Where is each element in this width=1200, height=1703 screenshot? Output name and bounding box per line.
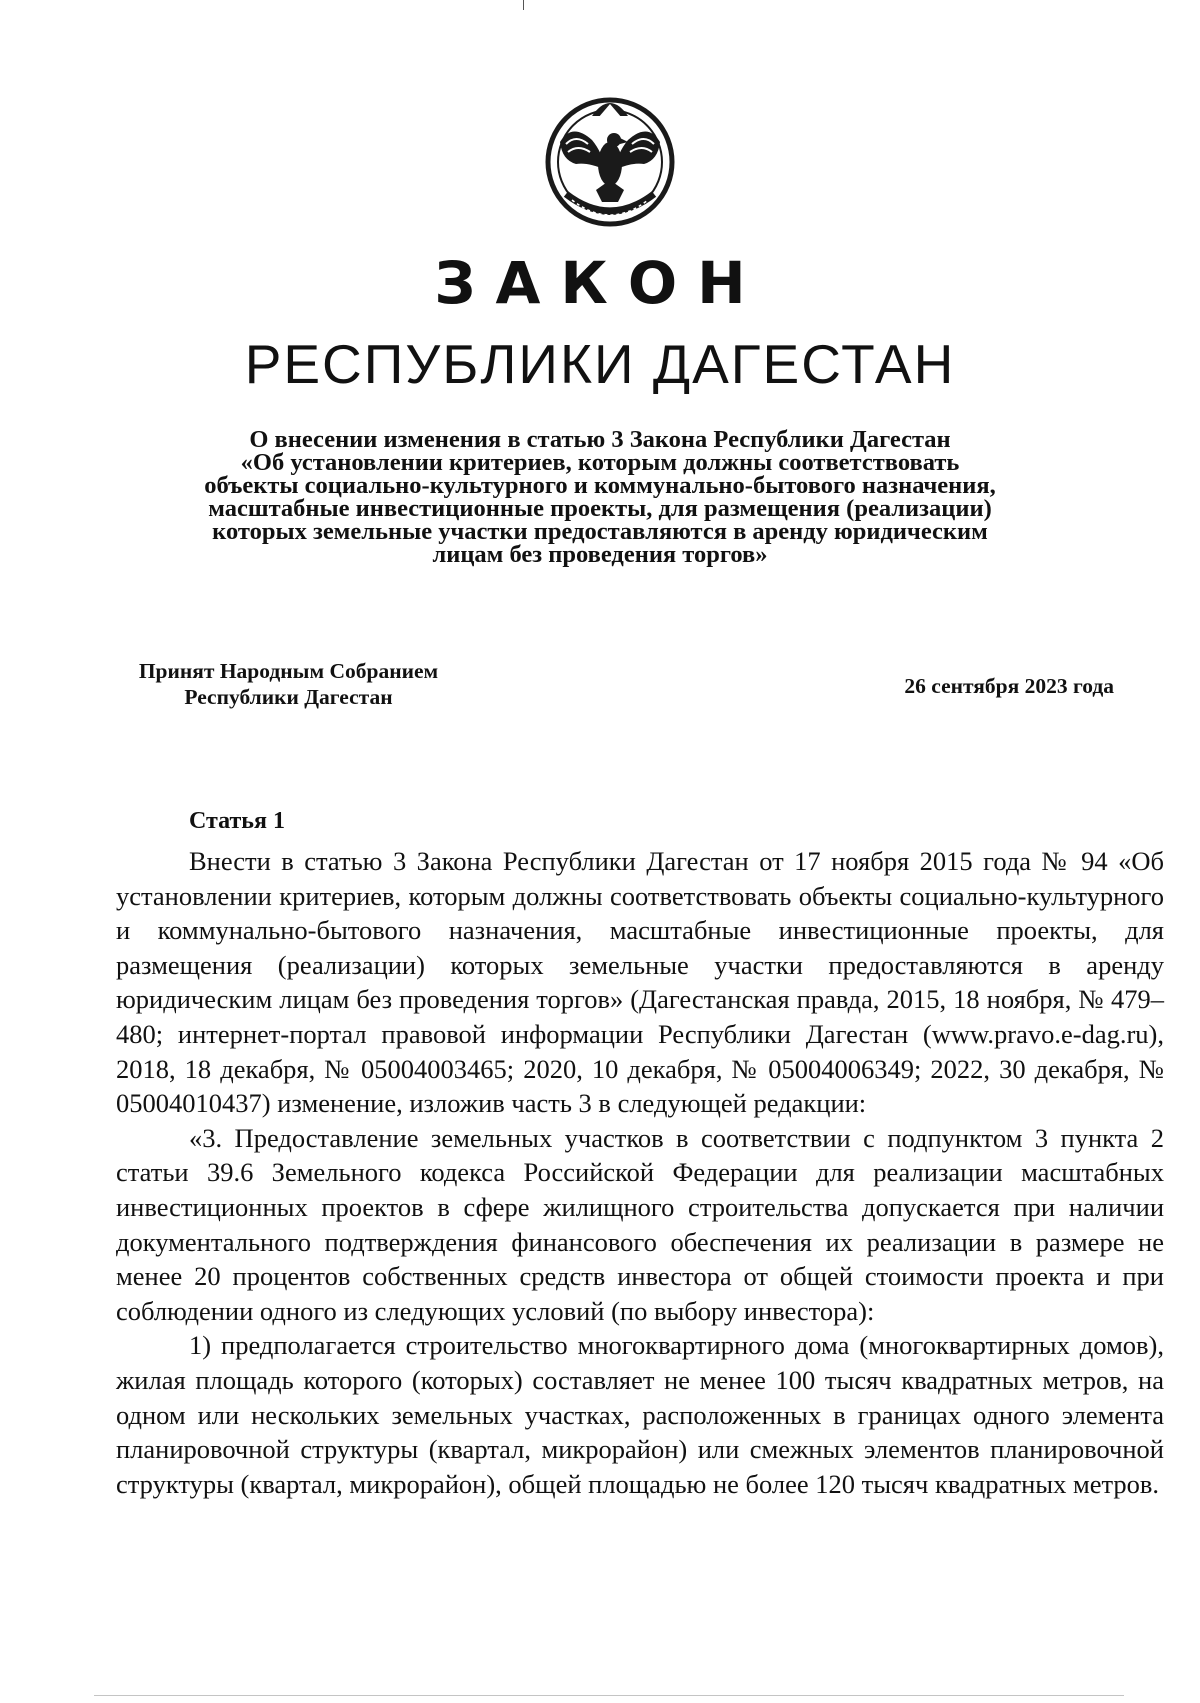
heading-line: масштабные инвестиционные проекты, для размещения (реализации) — [208, 495, 992, 522]
heading-line: объекты социально-культурного и коммунально-бытового назначения, — [204, 472, 996, 499]
adopted-by — [116, 658, 461, 710]
adoption-date: 26 сентября 2023 года — [904, 674, 1114, 698]
article-paragraph: «3. Предоставление земельных участков в соответствии с подпунктом 3 пункта 2 статьи 39.6 Земельного кодекса Российской Федерации для реализации масштабных инвестиционных проектов в сфере жилищного строительства допускается при наличии документального подтверждения финансового обеспечения их реализации в размере не менее 20 процентов собственных средств инвестора от общей стоимости проекта и при соблюдении одного из следующих условий (по выбору инвестора): — [116, 1122, 1164, 1326]
article-title: Статья 1 — [189, 808, 285, 834]
law-title: ЗАКОН — [434, 249, 766, 317]
dagestan-coat-of-arms-icon — [532, 82, 688, 238]
adopted-line: Принят Народным Собранием — [138, 659, 439, 683]
scan-mark — [94, 1695, 1124, 1696]
adopted-line: Республики Дагестан — [184, 685, 393, 709]
scan-mark — [523, 0, 524, 10]
law-subtitle: РЕСПУБЛИКИ ДАГЕСТАН — [244, 333, 956, 395]
article-paragraph: Внести в статью 3 Закона Республики Дагестан от 17 ноября 2015 года № 94 «Об установлении критериев, которым должны соответствовать объекты социально-культурного и коммунально-бытового назначения, масштабные инвестиционные проекты, для размещения (реализации) которых земельные участки предоставляются в аренду юридическим лицам без проведения торгов» (Дагестанская правда, 2015, 18 ноября, № 479–480; интернет-портал правовой информации Республики Дагестан (www.pravo.e-dag.ru), 2018, 18 декабря, № 05004003465; 2020, 10 декабря, № 05004006349; 2022, 30 декабря, № 05004010437) изменение, изложив часть 3 в следующей редакции: — [116, 846, 1164, 1119]
article-body — [116, 844, 1164, 1501]
heading-line: «Об установлении критериев, которым должны соответствовать — [240, 449, 960, 476]
heading-line: лицам без проведения торгов» — [432, 541, 768, 568]
article-paragraph: 1) предполагается строительство многоквартирного дома (многоквартирных домов), жилая площадь которого (которых) составляет не менее 100 тысяч квадратных метров, на одном или нескольких земельных участках, расположенных в границах одного элемента планировочной структуры (квартал, микрорайон) или смежных элементов планировочной структуры (квартал, микрорайон), общей площадью не более 120 тысяч квадратных метров. — [116, 1330, 1164, 1499]
heading-line: О внесении изменения в статью 3 Закона Республики Дагестан — [249, 426, 951, 453]
document-heading — [120, 428, 1080, 566]
heading-line: которых земельные участки предоставляются в аренду юридическим — [212, 518, 988, 545]
